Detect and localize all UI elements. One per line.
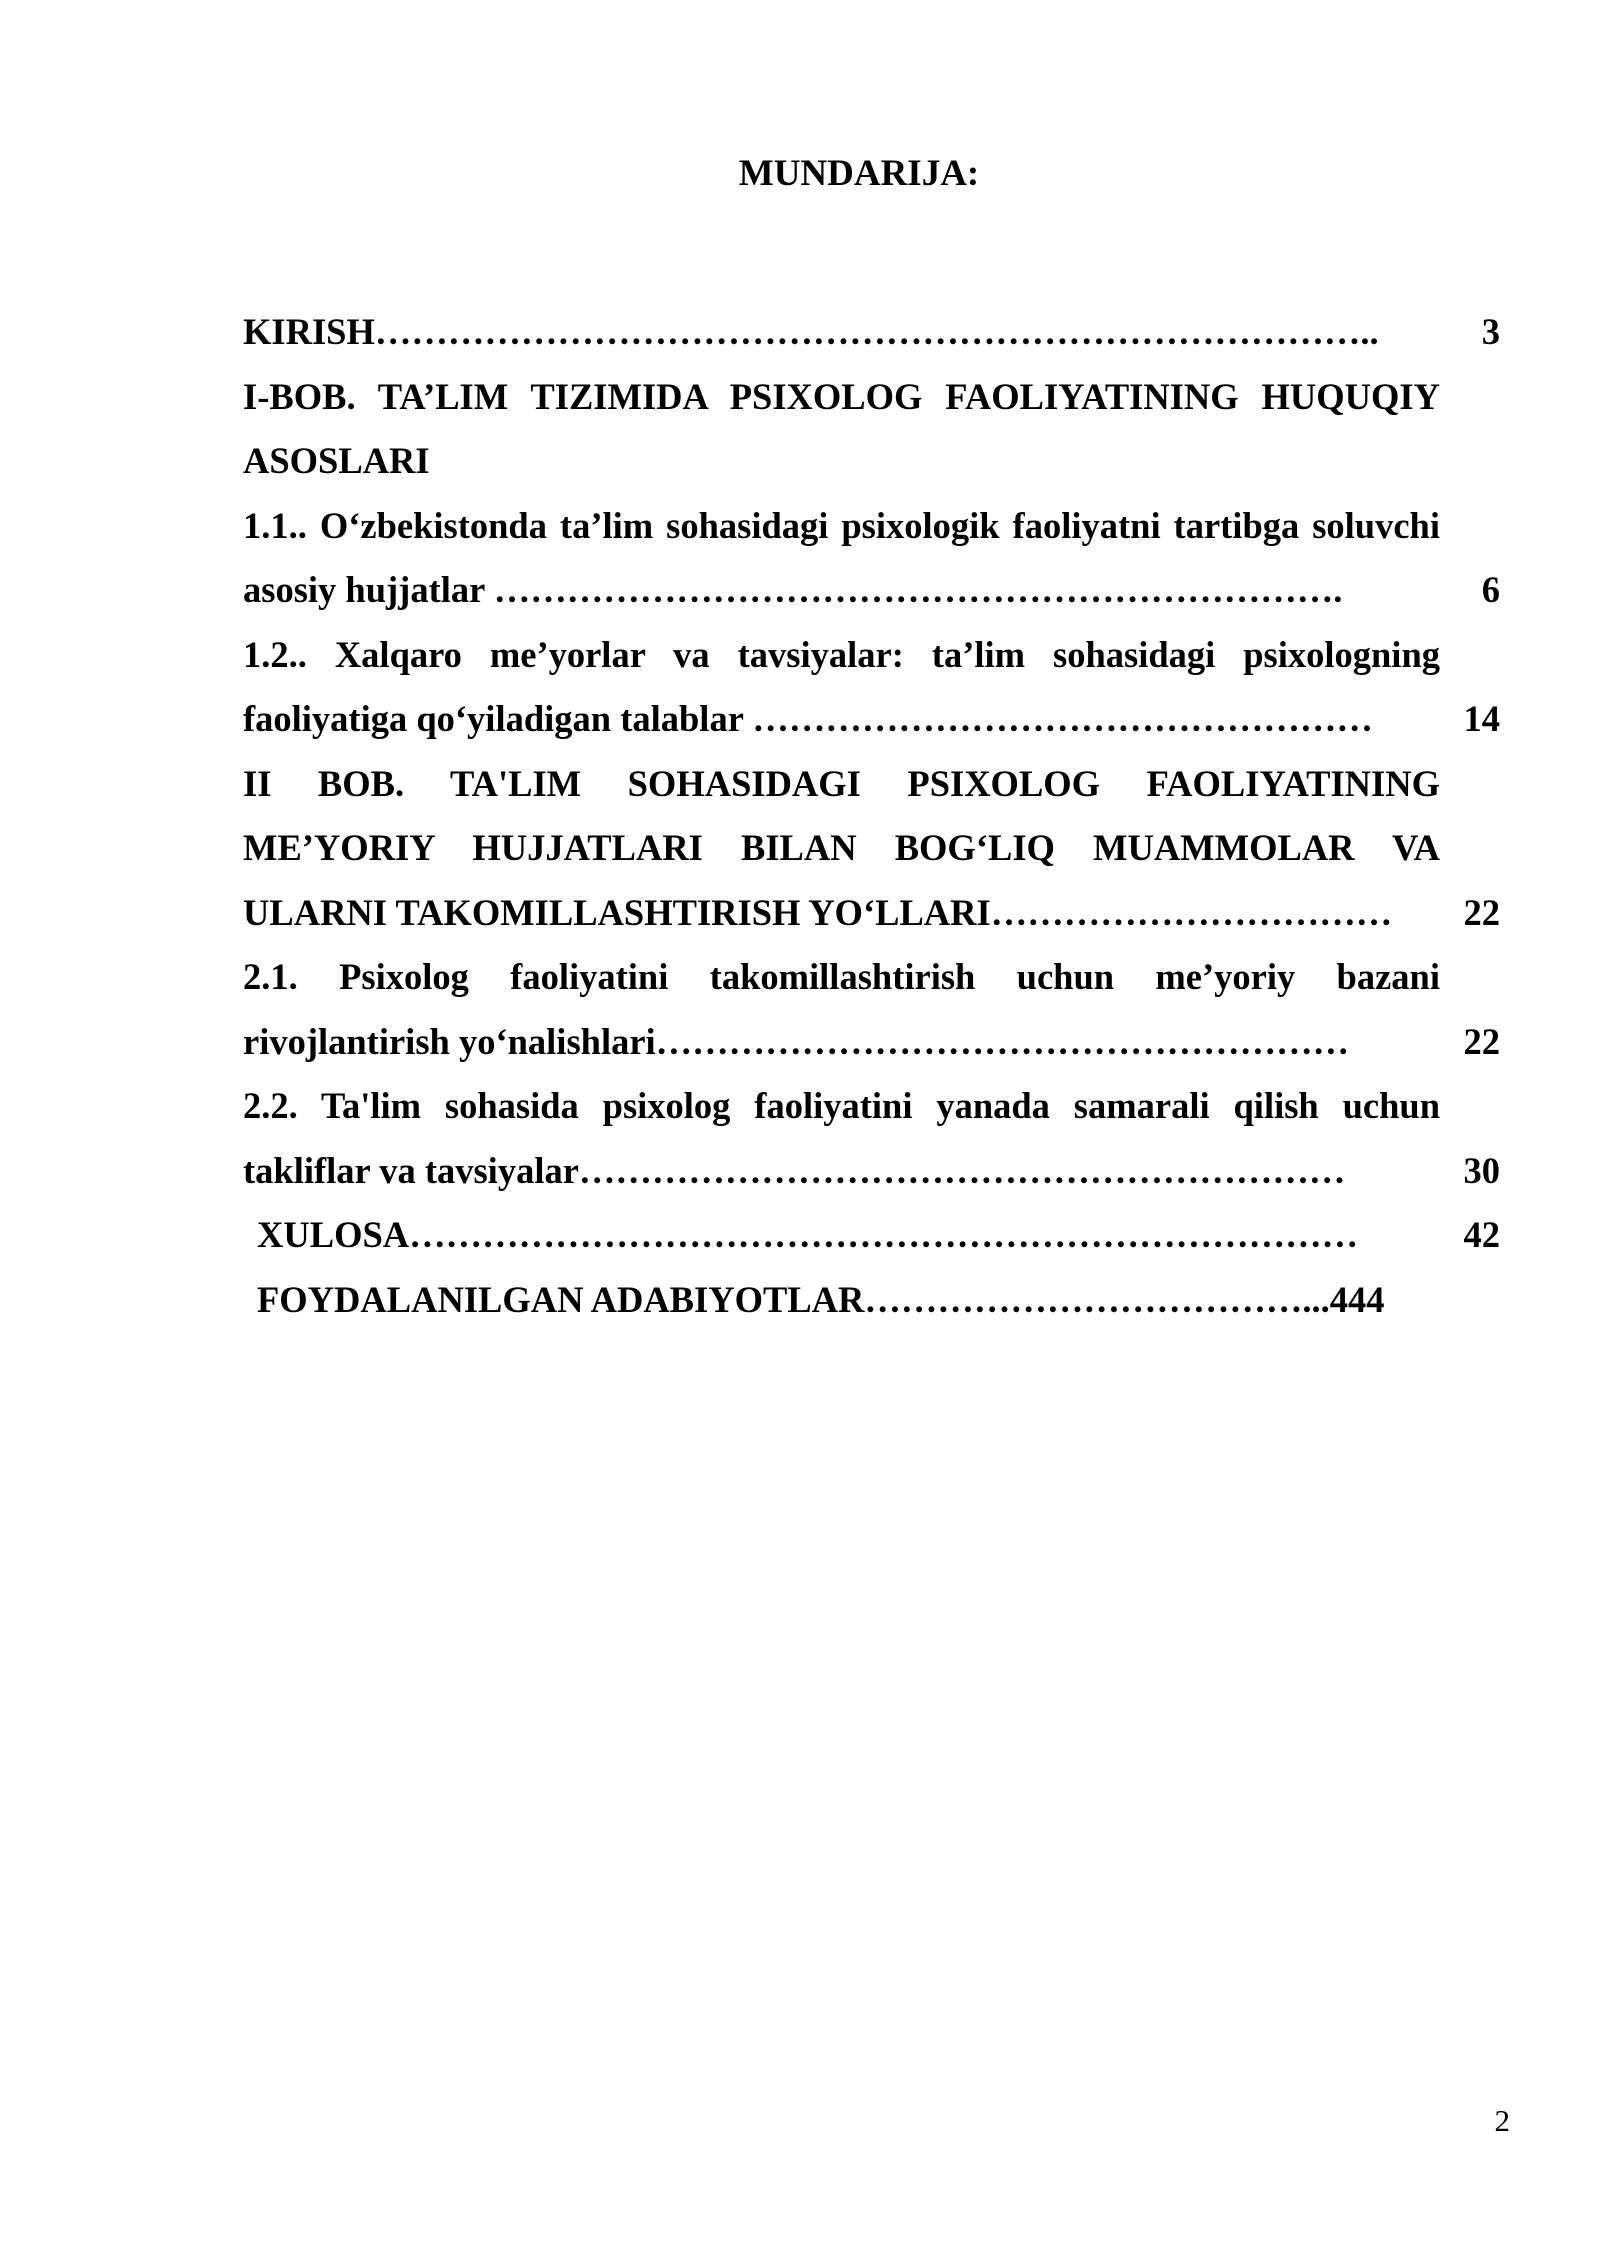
toc-entry-text: 1.2.. Xalqaro me’yorlar va tavsiyalar: ta’lim sohasidagi psixologning [243,633,1440,675]
toc-entry-chapter-2-cont[interactable] [243,816,1500,881]
toc-page-number: 42 [1463,1214,1500,1255]
toc-entry-text: 2.1. Psixolog faoliyatini takomillashtirish uchun me’yoriy bazani [243,956,1440,997]
toc-page-number: 30 [1463,1149,1500,1191]
toc-entry-text: takliflar va tavsiyalar……………………………………………………… [243,1149,1346,1191]
toc-entry-section-2-1-cont[interactable] [243,1010,1500,1075]
toc-entry-section-1-2[interactable] [243,623,1500,688]
toc-entry-text: 1.1.. O‘zbekistonda ta’lim sohasidagi psixologik faoliyatni tartibga soluvchi [243,504,1440,546]
toc-entry-text: rivojlantirish yo‘nalishlari………………………………………………… [243,1020,1350,1062]
toc-entry-kirish[interactable] [243,300,1500,365]
toc-entry-text: ASOSLARI [243,440,430,481]
toc-page-number: 3 [1481,311,1500,352]
toc-page-number: 22 [1463,1020,1500,1062]
toc-page-number: 14 [1463,698,1500,739]
toc-page-number: 22 [1463,891,1500,933]
toc-entry-text: I-BOB. TA’LIM TIZIMIDA PSIXOLOG FAOLIYATINING HUQUQIY [243,375,1440,417]
toc-entry-text: FOYDALANILGAN ADABIYOTLAR………………………………...444 [257,1278,1385,1320]
toc-entry-text: 2.2. Ta'lim sohasida psixolog faoliyatini yanada samarali qilish uchun [243,1085,1440,1126]
toc-entry-section-1-2-cont[interactable] [243,687,1500,752]
toc-entry-chapter-1[interactable] [243,365,1500,430]
toc-entry-section-1-1[interactable] [243,494,1500,559]
toc-entry-chapter-2[interactable] [243,752,1500,817]
toc-entry-text: asosiy hujjatlar ……………………………………………………………. [243,569,1343,610]
toc-entry-text: ULARNI TAKOMILLASHTIRISH YO‘LLARI…………………………… [243,891,1393,933]
page-title: MUNDARIJA: [738,153,980,194]
page-number: 2 [1494,2103,1510,2138]
toc-entry-section-1-1-cont[interactable] [243,558,1500,623]
toc-entry-section-2-2[interactable] [243,1074,1500,1139]
toc-entry-references[interactable] [243,1268,1500,1333]
toc-entry-section-2-2-cont[interactable] [243,1139,1500,1204]
toc-page-number: 6 [1481,569,1500,610]
toc-entry-text: faoliyatiga qo‘yiladigan talablar …………………………………………… [243,698,1373,739]
toc-entry-section-2-1[interactable] [243,945,1500,1010]
toc-entry-text: XULOSA…………………………………………………………………… [257,1214,1359,1255]
toc-entry-chapter-1-cont[interactable] [243,429,1500,494]
toc-entry-text: II BOB. TA'LIM SOHASIDAGI PSIXOLOG FAOLIYATINING [243,762,1440,804]
toc-entry-text: ME’YORIY HUJJATLARI BILAN BOG‘LIQ MUAMMOLAR VA [243,827,1440,868]
table-of-contents [243,300,1500,1332]
toc-entry-chapter-2-cont[interactable] [243,881,1500,946]
toc-entry-text: KIRISH……………………………………………………………………….. [243,311,1379,352]
toc-entry-xulosa[interactable] [243,1203,1500,1268]
